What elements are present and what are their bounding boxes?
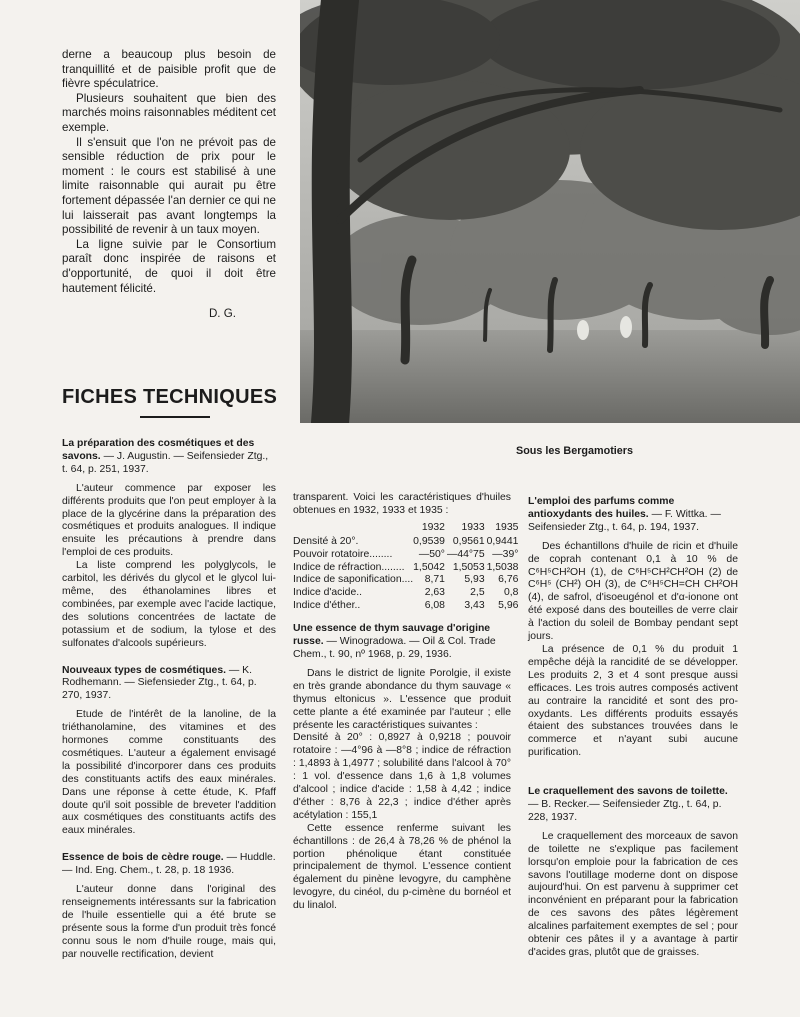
signature: D. G.	[208, 307, 236, 321]
cell: 5,96	[498, 600, 519, 612]
year-header: 1932	[421, 521, 445, 533]
intro-column	[62, 48, 276, 321]
column-2	[293, 492, 519, 913]
cell: 6,08	[424, 600, 445, 612]
table-header-row	[293, 521, 520, 536]
article	[62, 852, 276, 961]
article-paragraph: La liste comprend les polyglycols, le carbitol, les dérivés du glycol et le glycol lui-même, des éthanolamines libres et combinées, par exemple avec l'acide lactique, des solutions concentrées de lactate de potassium et de sodium, la tylose et des sulfonates d'alcools supérieurs.	[62, 560, 276, 649]
cell: 2,63	[424, 587, 445, 599]
table-row	[293, 562, 520, 575]
article-paragraph: Le craquellement des morceaux de savon de toilette ne s'explique pas facilement lorsqu'on emploie pour la fabrication de ces savons l'outillage moderne dont on dispose aujourd'hui. On est parvenu à supprimer cet inconvénient en préparant pour la fabrication de ces savons des pâtes légèrement alcalines parfaitement exemptes de sel ; pour obtenir ces pâtes il y a avantage à partir d'acides gras, plutôt que de graisses.	[528, 830, 738, 958]
intro-paragraph: derne a beaucoup plus besoin de tranquillité et de paisible profit que de fièvre spéculatrice.	[62, 48, 276, 91]
row-label: Indice d'acide..	[293, 587, 362, 599]
photo-caption: Sous les Bergamotiers	[516, 445, 634, 457]
orchard-illustration	[300, 0, 800, 423]
cell: 5,93	[464, 574, 485, 586]
row-label: Indice de réfraction........	[293, 561, 405, 573]
article-paragraph: L'auteur commence par exposer les différents produits que l'on peut employer à la place de la glycérine dans la préparation des cosmétiques et produits analogues. Il indique ensuite les précautions à prendre dans l'emploi de ces produits.	[62, 482, 276, 559]
cell: 8,71	[424, 574, 445, 586]
article-paragraph: Densité à 20° : 0,8927 à 0,9218 ; pouvoir rotatoire : —4°96 à —8°8 ; indice de réfraction : 1,4893 à 1,4977 ; solubilité dans l'alcool à 70° : 1 vol. d'essence dans 1,6 à 1,8 volumes d'alcool ; indice d'acide : 1,58 à 4,42 ; indice d'éther : 8,76 à 22,3 ; indice d'éther après acétylation : 155,1	[293, 732, 511, 821]
cell: —50°	[418, 548, 445, 560]
cell: 6,76	[498, 574, 519, 586]
article-paragraph: Dans le district de lignite Porolgie, il existe en très grande abondance du thym sauvage « thymus eltonicus ». L'essence que produit cette plante a été examinée par l'auteur ; elle présente les caractéristiques suivantes :	[293, 667, 511, 731]
table-row	[293, 549, 520, 562]
article	[62, 665, 276, 839]
article-paragraph: Des échantillons d'huile de ricin et d'huile de coprah contenant 0,1 à 10 % de C⁶H⁵CH²OH (1), de C⁶H⁵CH²CH²OH (2) de C⁶H⁵ (CH²) OH (3), de C⁶H⁵CH=CH CH²OH (4), de safrol, d'isoeugénol et d'α-ionone ont été exposé dans des bouteilles de verre clair à l'action du soleil de Bombay pendant sept jours.	[528, 540, 738, 643]
cell: 1,5038	[486, 561, 519, 573]
article	[62, 438, 276, 651]
article-paragraph: L'auteur donne dans l'original des renseignements intéressants sur la fabrication de l'huile essentielle qui a été brute se présente sous la forme d'un produit très foncé connu sous le nom d'huile rouge, mais qui, par nouvelle rectification, devient	[62, 884, 276, 960]
cell: 3,43	[464, 600, 485, 612]
bergamot-orchard-photo	[300, 0, 800, 423]
cell: 0,8	[503, 587, 519, 599]
row-label: Indice d'éther..	[293, 600, 361, 612]
cell: 0,9561	[452, 535, 485, 547]
article-title: Une essence de thym sauvage d'origine russe. — Winogradowa. — Oil & Col. Trade Chem., t. 90, nº 1968, p. 29, 1936.	[293, 623, 496, 660]
row-label: Indice de saponification....	[293, 574, 414, 586]
section-title: FICHES TECHNIQUES	[62, 386, 278, 408]
cell: 1,5042	[413, 561, 445, 573]
cell: 2,5	[470, 587, 485, 599]
cell: 0,9539	[413, 535, 445, 547]
cell: —39°	[492, 548, 519, 560]
article-title: La préparation des cosmétiques et des savons. — J. Augustin. — Seifensieder Ztg., t. 64, p. 251, 1937.	[62, 438, 269, 475]
title-rule	[140, 416, 210, 418]
cell: 1,5053	[452, 561, 485, 573]
article-title: Essence de bois de cèdre rouge. — Huddle. — Ind. Eng. Chem., t. 28, p. 18 1936.	[62, 852, 276, 877]
column-1	[62, 428, 276, 962]
intro-paragraph: La ligne suivie par le Consortium paraît donc inspirée de raisons et d'opportunité, de quoi il doit être hautement félicité.	[62, 237, 276, 295]
article-paragraph: La présence de 0,1 % du produit 1 empêche déjà la rancidité de se développer. Les produits 2, 3 et 4 sont presque aussi efficaces. Les trois autres composés activent au contraire la rancidité et sont des pro-oxydants. Les différents produits essayés étaient des substances trouvées dans le commerce et n'ayant subi aucune purification.	[528, 643, 738, 759]
article-paragraph: Cette essence renferme suivant les échantillons : de 26,4 à 78,26 % de phénol la portion phénolique étant constituée principalement de thymol. L'essence contient également du pinène levogyre, du camphène levogyre, du cinéol, du p-cimène du bornéol et du linalol.	[293, 822, 511, 912]
year-header: 1933	[461, 521, 485, 533]
article-title: Nouveaux types de cosmétiques. — K. Rodhemann. — Siefensieder Ztg., t. 64, p. 270, 1937.	[62, 664, 257, 702]
article-title: Le craquellement des savons de toilette.— B. Recker.— Seifensieder Ztg., t. 64, p. 228, 1937.	[528, 786, 728, 823]
row-label: Densité à 20°.	[293, 535, 359, 547]
intro-paragraph: Il s'ensuit que l'on ne prévoit pas de sensible réduction de prix pour le moment : le cours est stabilisé à une limite raisonnable qui aurait pu être fortement dépassée l'an dernier ce qui ne lui laisserait pas avant longtemps la possibilité de revenir à un taux moyen.	[62, 135, 276, 237]
table-row	[293, 574, 520, 587]
row-label: Pouvoir rotatoire........	[293, 548, 393, 560]
table-row	[293, 536, 520, 549]
year-header: 1935	[495, 521, 519, 533]
article	[528, 496, 738, 760]
article	[528, 786, 738, 960]
table-lead: transparent. Voici les caractéristiques d'huiles obtenues en 1932, 1933 et 1935 :	[293, 492, 511, 516]
article-title: L'emploi des parfums comme antioxydants des huiles. — F. Wittka. — Seifensieder Ztg., t. 64, p. 194, 1937.	[528, 496, 721, 533]
article	[293, 623, 511, 913]
column-3	[528, 486, 738, 960]
cell: —44°75	[446, 548, 485, 560]
properties-table	[293, 521, 520, 613]
intro-paragraph: Plusieurs souhaitent que bien des marchés moins raisonnables méditent cet exemple.	[62, 91, 276, 134]
article-paragraph: Etude de l'intérêt de la lanoline, de la triéthanolamine, des vitamines et des hormones comme constituants des cosmétiques. L'auteur a également envisagé la possibilité d'incorporer dans ces produits des constituants actifs des eaux minérales. Dans une réponse à cette étude, K. Pfaff doute qu'il soit possible de breveter l'addition aux cosmétiques des constituants actifs des eaux minérales.	[62, 709, 276, 837]
table-row	[293, 587, 520, 600]
cell: 0,9441	[486, 535, 519, 547]
table-row	[293, 600, 520, 613]
